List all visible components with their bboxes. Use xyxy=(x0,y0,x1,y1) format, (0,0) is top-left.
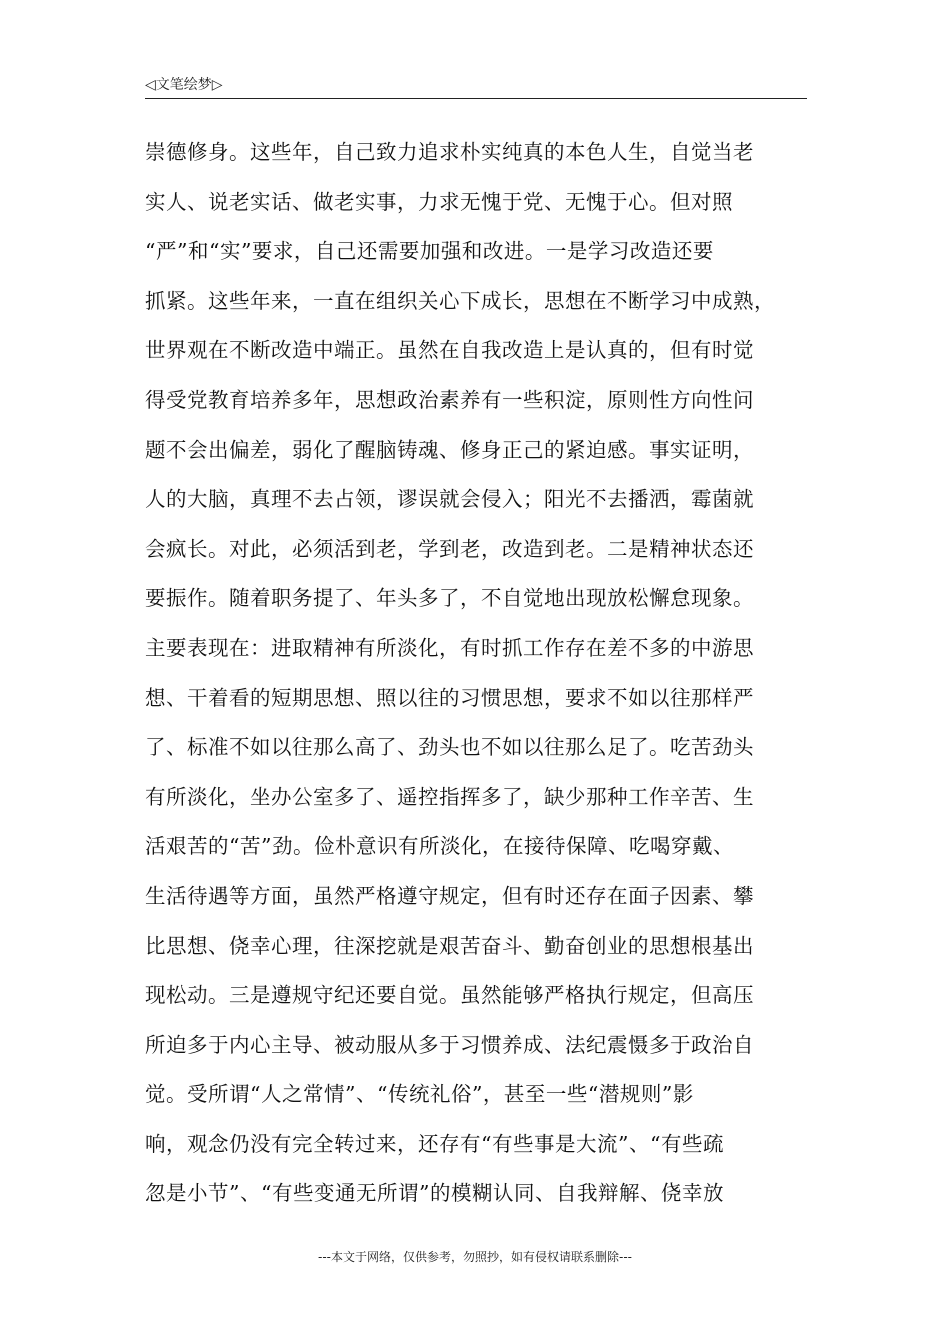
paragraph-line: 崇德修身。这些年，自己致力追求朴实纯真的本色人生，自觉当老 xyxy=(145,140,754,164)
page-footer-disclaimer: ---本文于网络，仅供参考，勿照抄，如有侵权请联系删除--- xyxy=(318,1250,632,1264)
header-title: ◁文笔绘梦▷ xyxy=(145,77,223,93)
paragraph-line: 世界观在不断改造中端正。虽然在自我改造上是认真的，但有时觉 xyxy=(145,338,754,363)
page-header xyxy=(145,72,807,99)
paragraph-line: 会疯长。对此，必须活到老，学到老，改造到老。二是精神状态还 xyxy=(145,536,754,561)
paragraph-line: 题不会出偏差，弱化了醒脑铸魂、修身正己的紧迫感。事实证明， xyxy=(145,437,754,462)
paragraph-line: 抓紧。这些年来，一直在组织关心下成长，思想在不断学习中成熟， xyxy=(145,288,775,313)
paragraph-line: 得受党教育培养多年，思想政治素养有一些积淀，原则性方向性问 xyxy=(145,387,754,412)
paragraph-line: 生活待遇等方面，虽然严格遵守规定，但有时还存在面子因素、攀 xyxy=(145,883,754,908)
paragraph-line: 主要表现在：进取精神有所淡化，有时抓工作存在差不多的中游思 xyxy=(145,635,754,660)
paragraph-line: 响，观念仍没有完全转过来，还存有“有些事是大流”、“有些疏 xyxy=(145,1131,724,1156)
paragraph-line: “严”和“实”要求，自己还需要加强和改进。一是学习改造还要 xyxy=(145,239,714,264)
paragraph-line: 现松动。三是遵规守纪还要自觉。虽然能够严格执行规定，但高压 xyxy=(145,983,754,1008)
paragraph-line: 忽是小节”、“有些变通无所谓”的模糊认同、自我辩解、侥幸放 xyxy=(145,1181,724,1206)
paragraph-line: 觉。受所谓“人之常情”、“传统礼俗”，甚至一些“潜规则”影 xyxy=(145,1082,694,1107)
paragraph-line: 有所淡化，坐办公室多了、遥控指挥多了，缺少那种工作辛苦、生 xyxy=(145,784,754,809)
paragraph-line: 比思想、侥幸心理，往深挖就是艰苦奋斗、勤奋创业的思想根基出 xyxy=(145,933,754,958)
document-body xyxy=(145,128,813,1219)
paragraph-line: 想、干着看的短期思想、照以往的习惯思想，要求不如以往那样严 xyxy=(145,685,754,710)
paragraph-line: 所迫多于内心主导、被动服从多于习惯养成、法纪震慑多于政治自 xyxy=(145,1032,754,1057)
paragraph-line: 实人、说老实话、做老实事，力求无愧于党、无愧于心。但对照 xyxy=(145,189,733,214)
paragraph-line: 人的大脑，真理不去占领，谬误就会侵入；阳光不去播洒，霉菌就 xyxy=(145,487,754,512)
paragraph-line: 了、标准不如以往那么高了、劲头也不如以往那么足了。吃苦劲头 xyxy=(145,735,754,760)
paragraph-line: 要振作。随着职务提了、年头多了，不自觉地出现放松懈怠现象。 xyxy=(145,586,754,611)
paragraph-line: 活艰苦的“苦”劲。俭朴意识有所淡化，在接待保障、吃喝穿戴、 xyxy=(145,834,734,859)
